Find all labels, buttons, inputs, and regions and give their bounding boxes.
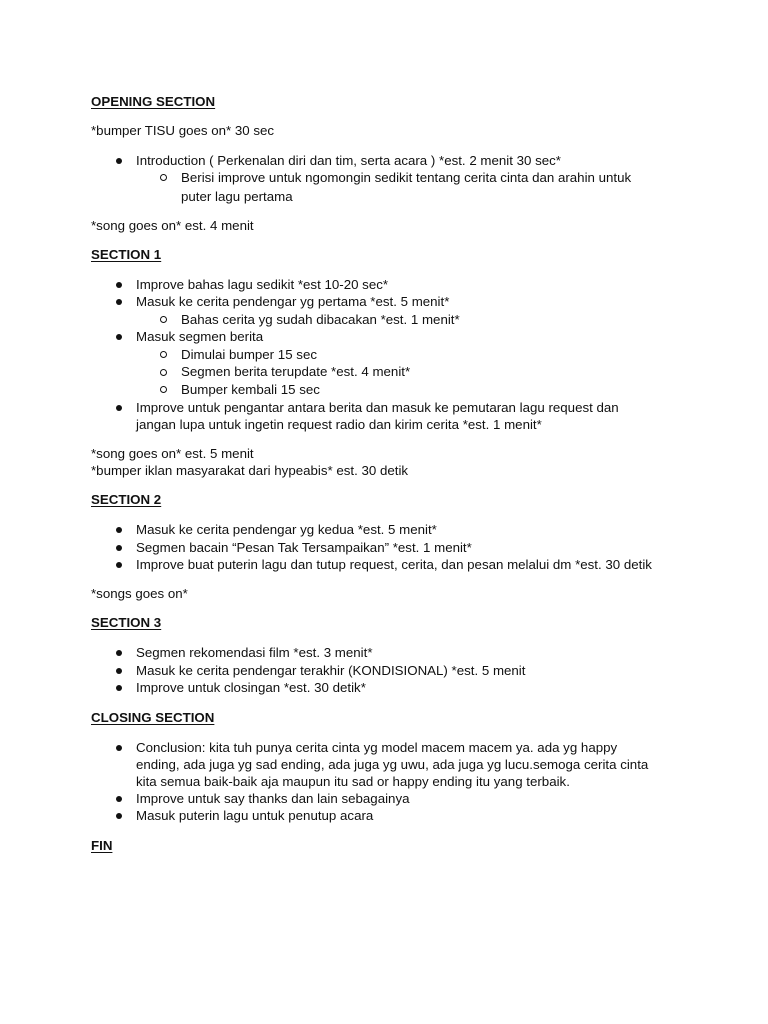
section1-item-1: Improve bahas lagu sedikit *est 10-20 sec* — [136, 277, 389, 292]
sub-bullet-icon — [160, 316, 167, 323]
bullet-icon — [116, 813, 122, 819]
opening-item-introduction: Introduction ( Perkenalan diri dan tim, serta acara ) *est. 2 menit 30 sec* — [136, 153, 561, 168]
sub-bullet-icon — [160, 386, 167, 393]
section1-item-3: Masuk segmen berita — [136, 329, 264, 344]
bullet-icon — [116, 299, 122, 305]
heading-section-2: SECTION 2 — [91, 492, 162, 507]
section1-item-3-sub-2: Segmen berita terupdate *est. 4 menit* — [181, 364, 411, 379]
sub-bullet-icon — [160, 351, 167, 358]
bullet-icon — [116, 527, 122, 533]
section1-item-3-sub-1: Dimulai bumper 15 sec — [181, 347, 317, 362]
section2-item-1: Masuk ke cerita pendengar yg kedua *est. 5 menit* — [136, 522, 437, 537]
heading-opening-section: OPENING SECTION — [91, 94, 216, 109]
heading-section-3: SECTION 3 — [91, 615, 162, 630]
bullet-icon — [116, 158, 122, 164]
section1-item-2-sub-1: Bahas cerita yg sudah dibacakan *est. 1 menit* — [181, 312, 460, 327]
closing-item-1-line-1: Conclusion: kita tuh punya cerita cinta yg model macem macem ya. ada yg happy — [136, 740, 618, 755]
section1-item-2: Masuk ke cerita pendengar yg pertama *est. 5 menit* — [136, 294, 450, 309]
section3-item-2: Masuk ke cerita pendengar terakhir (KONDISIONAL) *est. 5 menit — [136, 663, 526, 678]
section1-item-4-line-1: Improve untuk pengantar antara berita dan masuk ke pemutaran lagu request dan — [136, 400, 619, 415]
sub-bullet-icon — [160, 174, 167, 181]
bullet-icon — [116, 545, 122, 551]
fin-label: FIN — [91, 838, 113, 853]
song-goes-on-line: *song goes on* est. 4 menit — [91, 218, 254, 233]
bumper-tisu-line: *bumper TISU goes on* 30 sec — [91, 123, 275, 138]
bullet-icon — [116, 796, 122, 802]
section2-item-2: Segmen bacain “Pesan Tak Tersampaikan” *est. 1 menit* — [136, 540, 472, 555]
bumper-iklan-line: *bumper iklan masyarakat dari hypeabis* est. 30 detik — [91, 463, 409, 478]
closing-item-1-line-2: ending, ada juga yg sad ending, ada juga yg uwu, ada juga yg lucu.semoga cerita cinta — [136, 757, 649, 772]
bullet-icon — [116, 334, 122, 340]
heading-closing-section: CLOSING SECTION — [91, 710, 215, 725]
opening-subitem-line-1: Berisi improve untuk ngomongin sedikit tentang cerita cinta dan arahin untuk — [181, 170, 632, 185]
closing-item-3: Masuk puterin lagu untuk penutup acara — [136, 808, 374, 823]
bullet-icon — [116, 282, 122, 288]
section1-item-4-line-2: jangan lupa untuk ingetin request radio dan kirim cerita *est. 1 menit* — [136, 417, 542, 432]
bullet-icon — [116, 685, 122, 691]
songs-goes-on-line: *songs goes on* — [91, 586, 188, 601]
bullet-icon — [116, 562, 122, 568]
sub-bullet-icon — [160, 369, 167, 376]
bullet-icon — [116, 745, 122, 751]
section1-item-3-sub-3: Bumper kembali 15 sec — [181, 382, 320, 397]
section3-item-3: Improve untuk closingan *est. 30 detik* — [136, 680, 366, 695]
bullet-icon — [116, 650, 122, 656]
section2-item-3: Improve buat puterin lagu dan tutup request, cerita, dan pesan melalui dm *est. 30 detik — [136, 557, 652, 572]
section3-item-1: Segmen rekomendasi film *est. 3 menit* — [136, 645, 373, 660]
opening-subitem-line-2: puter lagu pertama — [181, 189, 293, 204]
song-goes-on-line: *song goes on* est. 5 menit — [91, 446, 254, 461]
heading-section-1: SECTION 1 — [91, 247, 162, 262]
bullet-icon — [116, 668, 122, 674]
bullet-icon — [116, 405, 122, 411]
closing-item-1-line-3: kita semua baik-baik aja maupun itu sad or happy ending itu yang terbaik. — [136, 774, 570, 789]
closing-item-2: Improve untuk say thanks dan lain sebagainya — [136, 791, 410, 806]
